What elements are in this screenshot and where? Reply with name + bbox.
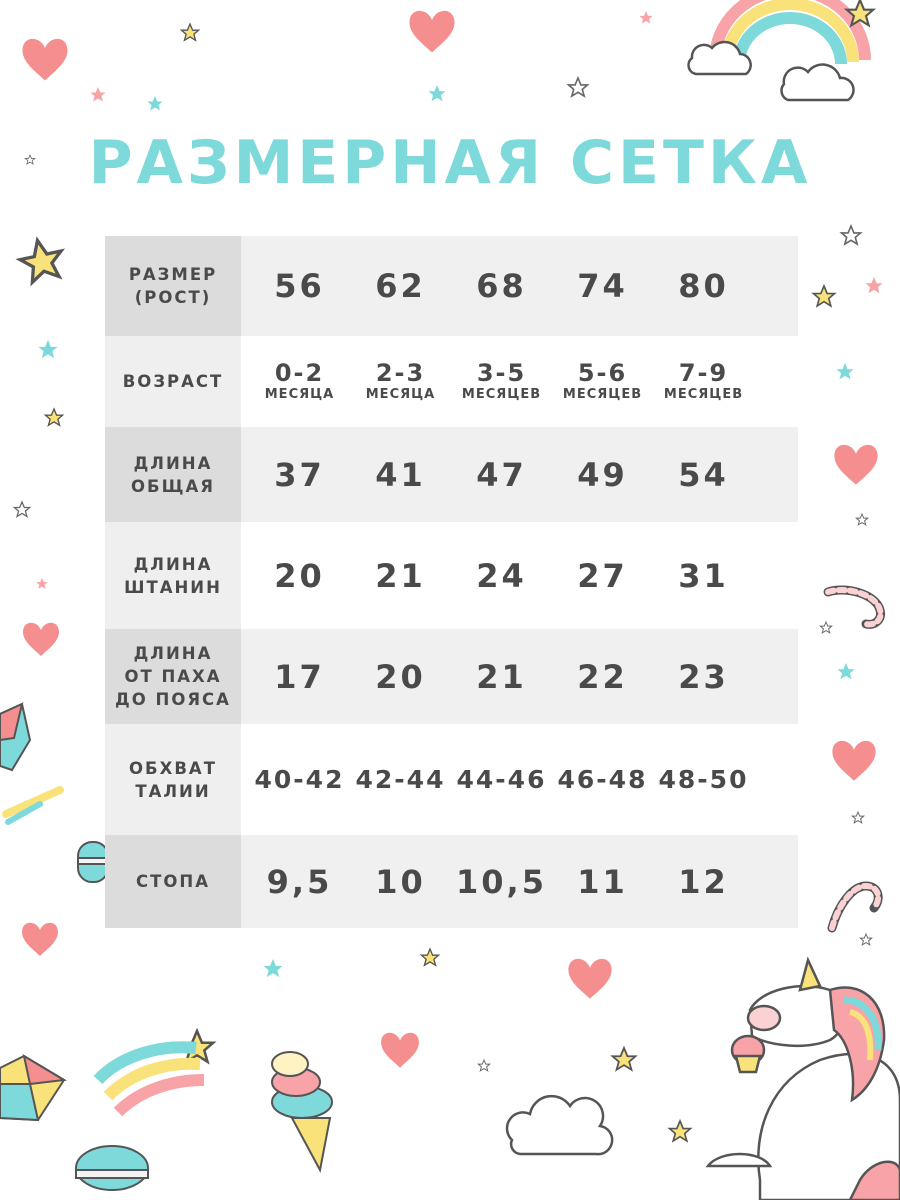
table-cell: 10 (375, 862, 426, 901)
row-label-total-length: ДЛИНА ОБЩАЯ (105, 427, 241, 522)
row-label-age: ВОЗРАСТ (105, 336, 241, 427)
table-cell: 22 (577, 657, 628, 696)
table-cell: 80 (678, 267, 729, 305)
age-unit: МЕСЯЦА (264, 386, 335, 402)
table-cell: 54 (678, 455, 729, 494)
table-cell (653, 360, 754, 404)
table-cell: 21 (375, 556, 426, 595)
table-cell: 74 (577, 267, 628, 305)
row-values (241, 629, 798, 724)
cloud-icon (688, 42, 853, 100)
table-cell: 31 (678, 556, 729, 595)
age-range: 7-9 (678, 358, 729, 387)
row-label-rise-length: ДЛИНА ОТ ПАХА ДО ПОЯСА (105, 629, 241, 724)
table-cell: 23 (678, 657, 729, 696)
table-cell: 49 (577, 455, 628, 494)
age-range: 3-5 (476, 358, 527, 387)
table-cell: 62 (375, 267, 426, 305)
table-row (105, 336, 798, 427)
table-cell: 9,5 (266, 862, 333, 901)
table-cell: 41 (375, 455, 426, 494)
table-cell: 10,5 (456, 862, 547, 901)
age-range: 2-3 (375, 358, 426, 387)
age-unit: МЕСЯЦА (365, 386, 436, 402)
row-label-size: РАЗМЕР (РОСТ) (105, 236, 241, 336)
cloud-icon (507, 1096, 612, 1154)
table-cell: 42-44 (355, 765, 446, 794)
row-label-pants-length: ДЛИНА ШТАНИН (105, 522, 241, 629)
table-cell: 12 (678, 862, 729, 901)
diamond-icon (0, 704, 64, 1120)
table-cell: 37 (274, 455, 325, 494)
row-values (241, 522, 798, 629)
table-row (105, 835, 798, 928)
table-row (105, 724, 798, 835)
row-values (241, 835, 798, 928)
table-cell: 47 (476, 455, 527, 494)
table-cell: 46-48 (557, 765, 648, 794)
table-cell: 68 (476, 267, 527, 305)
table-cell: 44-46 (456, 765, 547, 794)
table-row (105, 427, 798, 522)
table-cell (350, 360, 451, 404)
table-cell: 20 (274, 556, 325, 595)
size-chart-table (105, 236, 798, 928)
table-cell: 24 (476, 556, 527, 595)
table-cell: 17 (274, 657, 325, 696)
ice-cream-icon (272, 1052, 332, 1170)
unicorn-icon (708, 960, 900, 1200)
table-cell (451, 360, 552, 404)
table-cell (552, 360, 653, 404)
row-values (241, 336, 798, 427)
age-range: 5-6 (577, 358, 628, 387)
age-unit: МЕСЯЦЕВ (663, 386, 744, 402)
table-row (105, 522, 798, 629)
age-range: 0-2 (274, 358, 325, 387)
row-values (241, 427, 798, 522)
table-cell: 56 (274, 267, 325, 305)
row-label-foot: СТОПА (105, 835, 241, 928)
table-cell: 40-42 (254, 765, 345, 794)
table-cell (249, 360, 350, 404)
table-cell: 20 (375, 657, 426, 696)
table-cell: 48-50 (658, 765, 749, 794)
row-values (241, 236, 798, 336)
row-label-waist: ОБХВАТ ТАЛИИ (105, 724, 241, 835)
page-title: РАЗМЕРНАЯ СЕТКА (88, 128, 812, 198)
table-row (105, 629, 798, 724)
table-cell: 21 (476, 657, 527, 696)
table-cell: 11 (577, 862, 628, 901)
age-unit: МЕСЯЦЕВ (461, 386, 542, 402)
table-cell: 27 (577, 556, 628, 595)
age-unit: МЕСЯЦЕВ (562, 386, 643, 402)
row-values (241, 724, 798, 835)
table-row (105, 236, 798, 336)
